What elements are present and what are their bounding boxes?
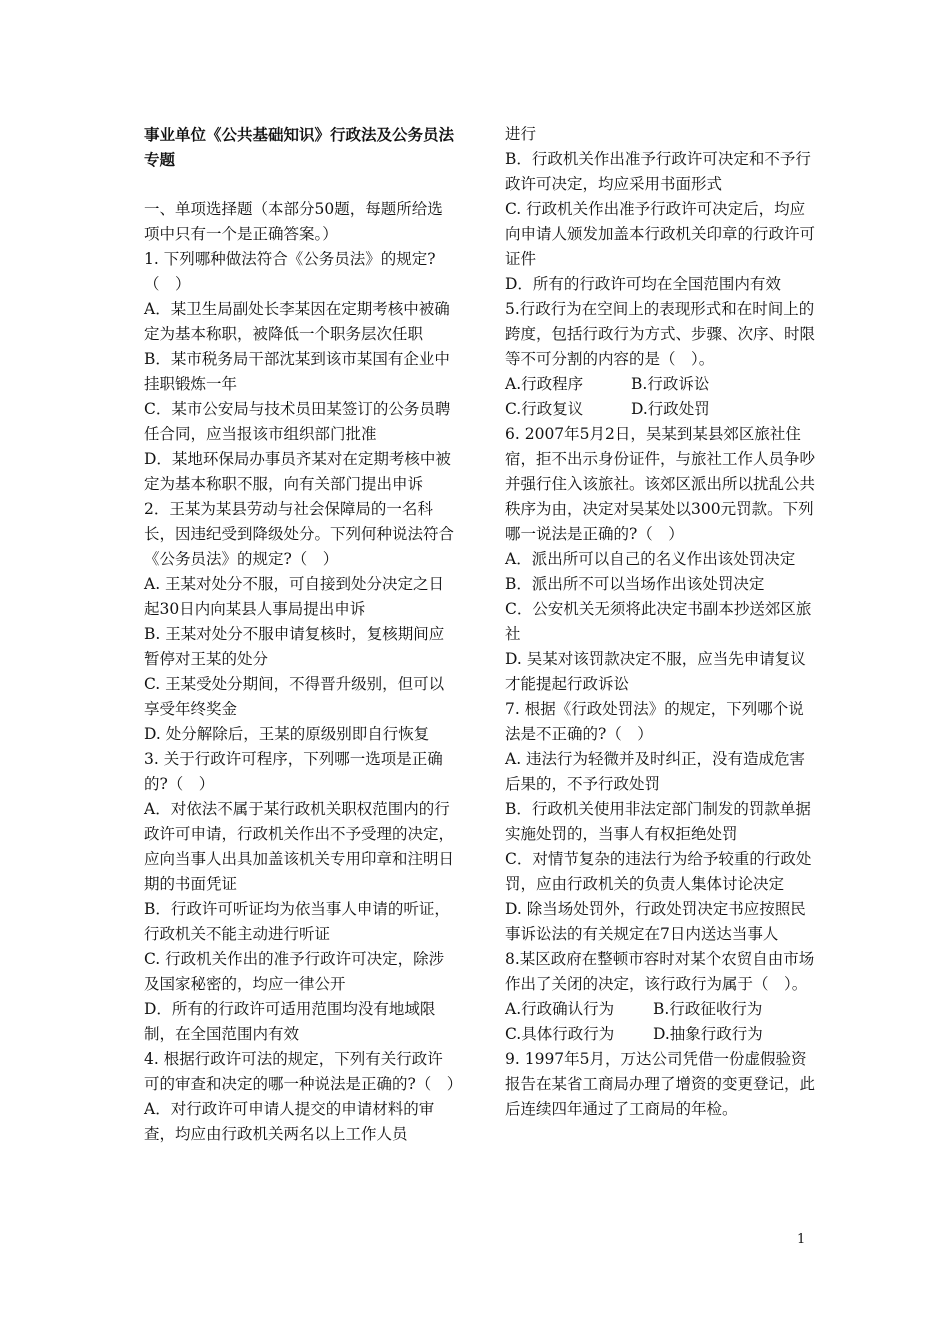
option: C.行政复议 [505,400,584,418]
option: D. 除当场处罚外，行政处罚决定书应按照民事诉讼法的有关规定在7日内送达当事人 [505,900,806,943]
option: C. 王某受处分期间，不得晋升级别，但可以享受年终奖金 [144,675,445,718]
question-5: 5.行政行为在空间上的表现形式和在时间上的跨度，包括行政行为方式、步骤、次序、时限等不可分割的内容的是（ ）。 [505,300,816,368]
option: D. 处分解除后，王某的原级别即自行恢复 [144,725,430,743]
document-title: 事业单位《公共基础知识》行政法及公务员法专题 [144,125,455,169]
option: C．对情节复杂的违法行为给予较重的行政处罚，应由行政机关的负责人集体讨论决定 [505,850,812,893]
question-4: 4. 根据行政许可法的规定，下列有关行政许可的审查和决定的哪一种说法是正确的?（ ） [144,1050,463,1093]
option: A．派出所可以自己的名义作出该处罚决定 [505,550,796,568]
option: B.行政征收行为 [653,1000,763,1018]
option: D. 吴某对该罚款决定不服，应当先申请复议才能提起行政诉讼 [505,650,806,693]
option: C. 行政机关作出的准予行政许可决定，除涉及国家秘密的，均应一律公开 [144,950,445,993]
question-3: 3. 关于行政许可程序，下列哪一选项是正确的?（ ） [144,750,443,793]
option: A.行政程序 [505,375,584,393]
option: B. 王某对处分不服申请复核时，复核期间应暂停对王某的处分 [144,625,445,668]
paragraph: 一、单项选择题（本部分50题，每题所给选项中只有一个是正确答案。） [144,200,443,243]
option: A．对行政许可申请人提交的申请材料的审查，均应由行政机关两名以上工作人员 [144,1100,435,1143]
option: A. 违法行为轻微并及时纠正，没有造成危害后果的，不予行政处罚 [505,750,806,793]
question-9: 9. 1997年5月，万达公司凭借一份虚假验资报告在某省工商局办理了增资的变更登记，此后连续四年通过了工商局的年检。 [505,1050,816,1118]
question-8: 8.某区政府在整顿市容时对某个农贸自由市场作出了关闭的决定，该行政行为属于（ ）。 [505,950,815,993]
right-column [505,122,817,1122]
question-2: 2．王某为某县劳动与社会保障局的一名科长，因违纪受到降级处分。下列何种说法符合《公务员法》的规定?（ ） [144,500,455,568]
option: D.抽象行政行为 [653,1025,763,1043]
option: D．所有的行政许可均在全国范围内有效 [505,275,781,293]
question-1: 1. 下列哪种做法符合《公务员法》的规定? （ ） [144,250,436,293]
option: B．行政机关使用非法定部门制发的罚款单据实施处罚的，当事人有权拒绝处罚 [505,800,811,843]
option: C. 行政机关作出准予行政许可决定后，均应向申请人颁发加盖本行政机关印章的行政许可证件 [505,200,816,268]
question-6: 6. 2007年5月2日，吴某到某县郊区旅社住宿，拒不出示身份证件，与旅社工作人员争吵并强行住入该旅社。该郊区派出所以扰乱公共秩序为由，决定对吴某处以300元罚款。下列哪一说法是正确的?（ ） [505,425,816,543]
question-7: 7. 根据《行政处罚法》的规定，下列哪个说法是不正确的?（ ） [505,700,804,743]
option: A.行政确认行为 [505,1000,615,1018]
option: B．行政许可听证均为依当事人申请的听证，行政机关不能主动进行听证 [144,900,450,943]
option: C．某市公安局与技术员田某签订的公务员聘任合同，应当报该市组织部门批准 [144,400,451,443]
option: D．所有的行政许可适用范围均没有地域限制，在全国范围内有效 [144,1000,436,1043]
option: C．公安机关无须将此决定书副本抄送郊区旅社 [505,600,812,643]
option: A．某卫生局副处长李某因在定期考核中被确定为基本称职，被降低一个职务层次任职 [144,300,450,343]
option: D．某地环保局办事员齐某对在定期考核中被定为基本称职不服，向有关部门提出申诉 [144,450,451,493]
option: C.具体行政行为 [505,1025,615,1043]
option-row [505,997,817,1022]
page-number: 1 [797,1232,806,1247]
option-row [505,1022,817,1047]
option-row [505,397,817,422]
option: B．派出所不可以当场作出该处罚决定 [505,575,765,593]
option: 进行 [505,125,537,143]
option-row [505,372,817,397]
option: A. 王某对处分不服，可自接到处分决定之日起30日内向某县人事局提出申诉 [144,575,445,618]
option: B．行政机关作出准予行政许可决定和不予行政许可决定，均应采用书面形式 [505,150,811,193]
option: B.行政诉讼 [631,375,710,393]
option: B．某市税务局干部沈某到该市某国有企业中挂职锻炼一年 [144,350,450,393]
option: A．对依法不属于某行政机关职权范围内的行政许可申请，行政机关作出不予受理的决定，应向当事人出具加盖该机关专用印章和注明日期的书面凭证 [144,800,455,893]
option: D.行政处罚 [631,400,710,418]
left-column [144,122,463,1147]
